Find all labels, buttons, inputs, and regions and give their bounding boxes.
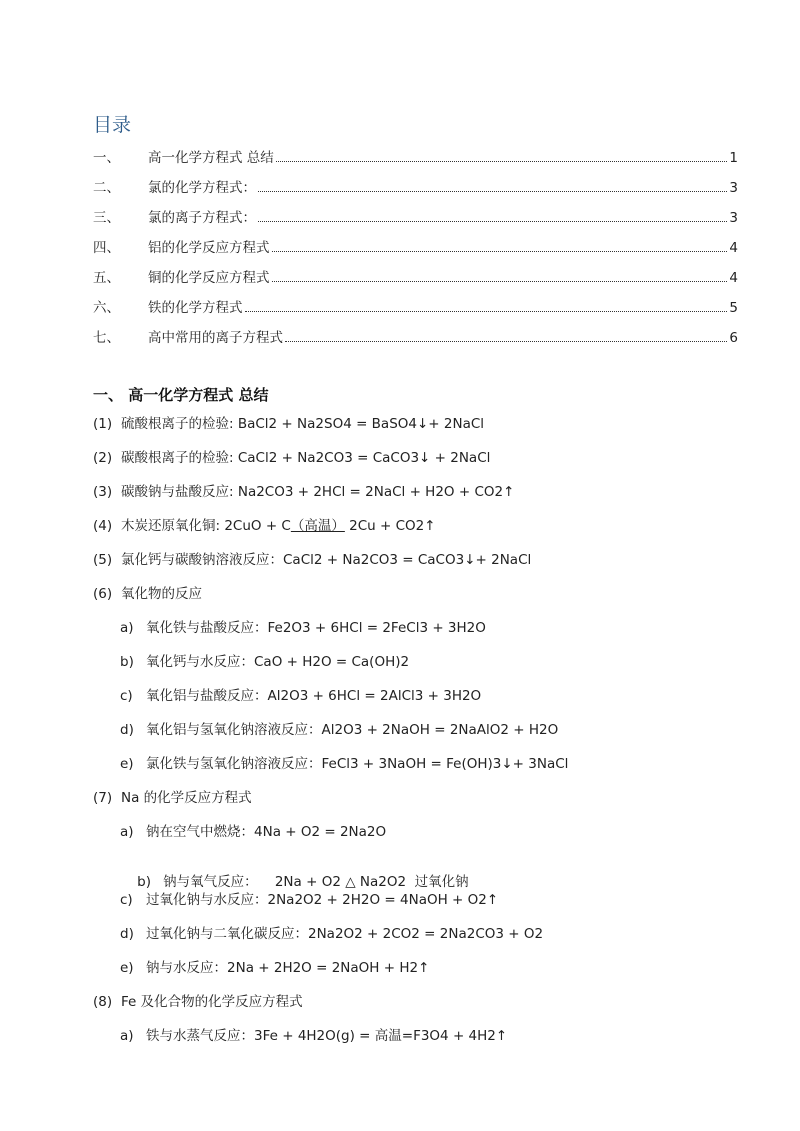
toc-title: 目录 (93, 114, 132, 136)
toc-leader-dots (285, 340, 727, 342)
item-text: 钠与氧气反应： 2Na + O2 △ Na2O2 过氧化钠 (163, 874, 469, 890)
item-text: 氧化铝与盐酸反应：Al2O3 + 6HCl = 2AlCl3 + 3H2O (146, 688, 482, 704)
section-heading: 一、 高一化学方程式 总结 (93, 386, 269, 404)
item-number: d) (120, 722, 134, 738)
toc-entry-page: 4 (729, 240, 738, 256)
equation-subitem (120, 820, 386, 840)
toc-entry-page: 1 (729, 150, 738, 166)
item-number: (4) (93, 518, 113, 534)
toc-entry-number: 四、 (93, 240, 120, 256)
toc-leader-dots (272, 280, 728, 282)
item-number: e) (120, 960, 134, 976)
toc-entry-number: 五、 (93, 270, 120, 286)
equation-subitem (120, 616, 486, 636)
item-text: 氧化物的反应 (121, 586, 202, 602)
toc-entry-page: 6 (729, 330, 738, 346)
item-text: 钠在空气中燃烧：4Na + O2 = 2Na2O (146, 824, 387, 840)
toc-entry-text: 高中常用的离子方程式 (148, 330, 283, 346)
toc-entry-page: 4 (729, 270, 738, 286)
item-text: 氧化铝与氢氧化钠溶液反应：Al2O3 + 2NaOH = 2NaAlO2 + H2O (146, 722, 559, 738)
toc-entry-number: 二、 (93, 180, 120, 196)
toc-entry[interactable] (93, 146, 738, 168)
toc-entry-number: 六、 (93, 300, 120, 316)
item-number: (1) (93, 416, 113, 432)
equation-item (93, 582, 202, 602)
item-text-tail: 2Cu + CO2↑ (344, 518, 436, 534)
toc-entry-text: 铝的化学反应方程式 (148, 240, 270, 256)
toc-entry-number: 三、 (93, 210, 120, 226)
equation-item (93, 446, 490, 466)
item-text: 氯化铁与氢氧化钠溶液反应：FeCl3 + 3NaOH = Fe(OH)3↓+ 3NaCl (146, 756, 569, 772)
equation-subitem (120, 684, 481, 704)
toc-entry-text: 高一化学方程式 总结 (148, 150, 274, 166)
item-number: (3) (93, 484, 113, 500)
toc-entry[interactable] (93, 266, 738, 288)
toc-entry-page: 3 (729, 210, 738, 226)
item-number: (8) (93, 994, 113, 1010)
toc-leader-dots (258, 220, 727, 222)
toc-entry-page: 5 (729, 300, 738, 316)
item-number: a) (120, 1028, 134, 1044)
item-number: c) (120, 892, 133, 908)
item-text: Na 的化学反应方程式 (121, 790, 252, 806)
toc-entry-number: 七、 (93, 330, 120, 346)
equation-subitem (120, 888, 498, 908)
item-text: 钠与水反应：2Na + 2H2O = 2NaOH + H2↑ (146, 960, 430, 976)
equation-subitem (120, 752, 568, 772)
item-number: c) (120, 688, 133, 704)
toc-entry[interactable] (93, 206, 738, 228)
toc-entry-number: 一、 (93, 150, 120, 166)
item-text: 过氧化钠与二氧化碳反应：2Na2O2 + 2CO2 = 2Na2CO3 + O2 (146, 926, 544, 942)
item-number: a) (120, 824, 134, 840)
item-number: d) (120, 926, 134, 942)
toc-entry[interactable] (93, 296, 738, 318)
toc-entry[interactable] (93, 176, 738, 198)
item-number: (5) (93, 552, 113, 568)
equation-subitem (120, 650, 409, 670)
equation-item (93, 412, 484, 432)
toc-leader-dots (245, 310, 728, 312)
equation-item (93, 548, 531, 568)
item-number: (6) (93, 586, 113, 602)
item-number: b) (120, 654, 134, 670)
toc-leader-dots (272, 250, 728, 252)
equation-item (93, 786, 252, 806)
equation-subitem (120, 922, 543, 942)
item-text: 氯化钙与碳酸钠溶液反应：CaCl2 + Na2CO3 = CaCO3↓+ 2NaCl (121, 552, 532, 568)
toc-entry-text: 氯的化学方程式： (148, 180, 256, 196)
item-text: 碳酸根离子的检验: CaCl2 + Na2CO3 = CaCO3↓ + 2NaCl (121, 450, 491, 466)
item-text: 木炭还原氧化铜: 2CuO + C (121, 518, 291, 534)
item-number: (7) (93, 790, 113, 806)
equation-item (93, 514, 436, 534)
toc-entry-text: 氯的离子方程式： (148, 210, 256, 226)
toc-entry[interactable] (93, 236, 738, 258)
equation-item (93, 480, 514, 500)
toc-entry[interactable] (93, 326, 738, 348)
item-number: (2) (93, 450, 113, 466)
toc-leader-dots (276, 160, 728, 162)
item-number: b) (137, 874, 152, 890)
equation-item (93, 990, 303, 1010)
item-text: 氧化钙与水反应：CaO + H2O = Ca(OH)2 (146, 654, 410, 670)
toc-entry-text: 铁的化学方程式 (148, 300, 243, 316)
item-text: Fe 及化合物的化学反应方程式 (121, 994, 303, 1010)
item-text: 硫酸根离子的检验: BaCl2 + Na2SO4 = BaSO4↓+ 2NaCl (121, 416, 485, 432)
equation-subitem (120, 1024, 507, 1044)
reaction-condition: （高温） (290, 518, 345, 534)
toc-entry-text: 铜的化学反应方程式 (148, 270, 270, 286)
item-number: a) (120, 620, 134, 636)
equation-subitem (120, 718, 558, 738)
item-text: 铁与水蒸气反应：3Fe + 4H2O(g) = 高温=F3O4 + 4H2↑ (146, 1028, 508, 1044)
equation-subitem (120, 956, 429, 976)
item-text: 过氧化钠与水反应：2Na2O2 + 2H2O = 4NaOH + O2↑ (146, 892, 499, 908)
toc-entry-page: 3 (729, 180, 738, 196)
item-number: e) (120, 756, 134, 772)
item-text: 氧化铁与盐酸反应：Fe2O3 + 6HCl = 2FeCl3 + 3H2O (146, 620, 486, 636)
toc-leader-dots (258, 190, 727, 192)
item-text: 碳酸钠与盐酸反应: Na2CO3 + 2HCl = 2NaCl + H2O + CO2↑ (121, 484, 515, 500)
